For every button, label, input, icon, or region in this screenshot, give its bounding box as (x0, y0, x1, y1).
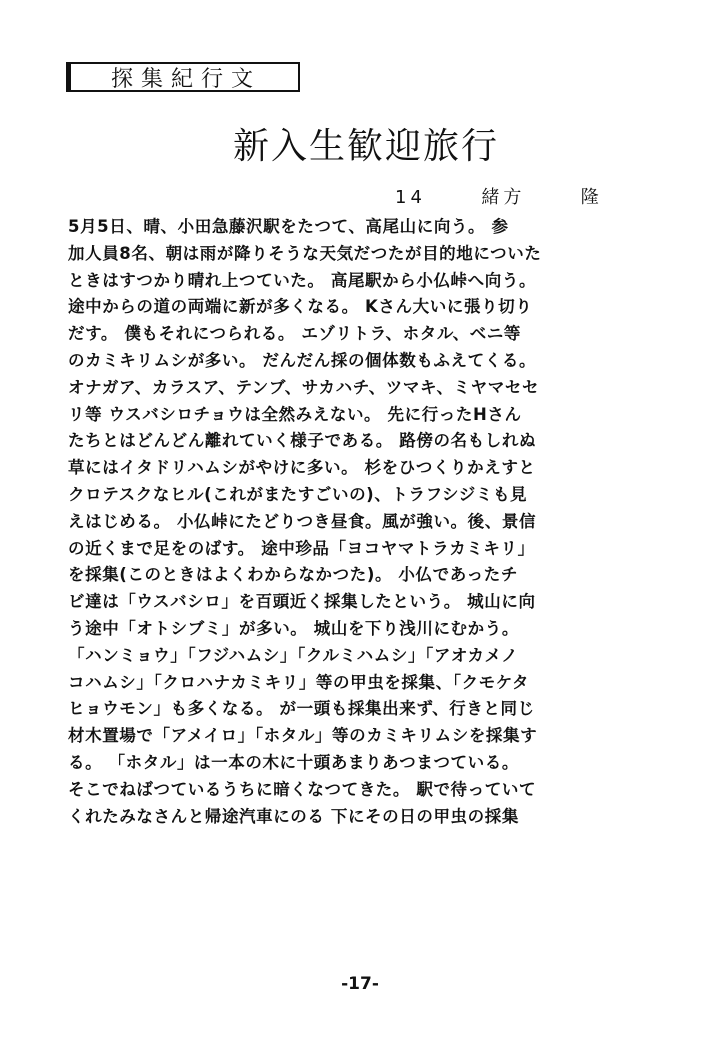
body-line: たちとはどんどん離れていく様子である。 路傍の名もしれぬ (68, 431, 537, 451)
body-line: のカミキリムシが多い。 だんだん採の個体数もふえてくる。 (68, 350, 537, 370)
body-line: リ等 ウスバシロチョウは全然みえない。 先に行ったHさん (68, 404, 522, 424)
body-line: を採集(このときはよくわからなかつた)。 小仏であったチ (68, 565, 518, 585)
body-text (68, 214, 648, 830)
body-line: 途中からの道の両端に新が多くなる。 Kさん大いに張り切り (68, 297, 533, 317)
body-line: 「ハンミョウ」「フジハムシ」「クルミハムシ」「アオカメノ (68, 645, 519, 665)
body-line: ときはすつかり晴れ上つていた。 高尾駅から小仏峠へ向う。 (68, 270, 537, 290)
body-line: 材木置場で「アメイロ」「ホタル」等のカミキリムシを採集す (68, 726, 538, 746)
body-line: だす。 僕もそれにつられる。 エゾリトラ、ホタル、ベニ等 (68, 324, 521, 344)
body-line: る。 「ホタル」は一本の木に十頭あまりあつまつている。 (68, 752, 519, 772)
body-line: えはじめる。 小仏峠にたどりつき昼食。風が強い。後、景信 (68, 511, 537, 531)
body-line: くれたみなさんと帰途汽車にのる 下にその日の甲虫の採集 (68, 806, 519, 826)
body-line: クロテスクなヒル(これがまたすごいの)、トラフシジミも見 (68, 484, 528, 504)
body-line: 加人員8名、朝は雨が降りそうな天気だつたが目的地についた (68, 243, 542, 263)
page-number: -17- (341, 974, 379, 994)
body-line: の近くまで足をのばす。 途中珍品「ヨコヤマトラカミキリ」 (68, 538, 535, 558)
author-byline: 14 緒方 隆 (395, 187, 603, 208)
body-line: ビ達は「ウスバシロ」を百頭近く採集したという。 城山に向 (68, 592, 536, 612)
body-line: そこでねばつているうちに暗くなつてきた。 駅で待っていて (68, 779, 537, 799)
body-line: 草にはイタドリハムシがやけに多い。 杉をひつくりかえすと (68, 458, 536, 478)
section-label-box: 探集紀行文 (66, 62, 300, 92)
body-line: コハムシ」「クロハナカミキリ」等の甲虫を採集、「クモケタ (68, 672, 530, 692)
article-title: 新入生歓迎旅行 (232, 126, 499, 167)
body-line: う途中「オトシブミ」が多い。 城山を下り浅川にむかう。 (68, 618, 519, 638)
body-line: ヒョウモン」も多くなる。 が一頭も採集出来ず、行きと同じ (68, 699, 535, 719)
body-line: オナガア、カラスア、テンブ、サカハチ、ツマキ、ミヤマセセ (68, 377, 540, 397)
body-line: 5月5日、晴、小田急藤沢駅をたつて、高尾山に向う。 参 (68, 217, 509, 236)
